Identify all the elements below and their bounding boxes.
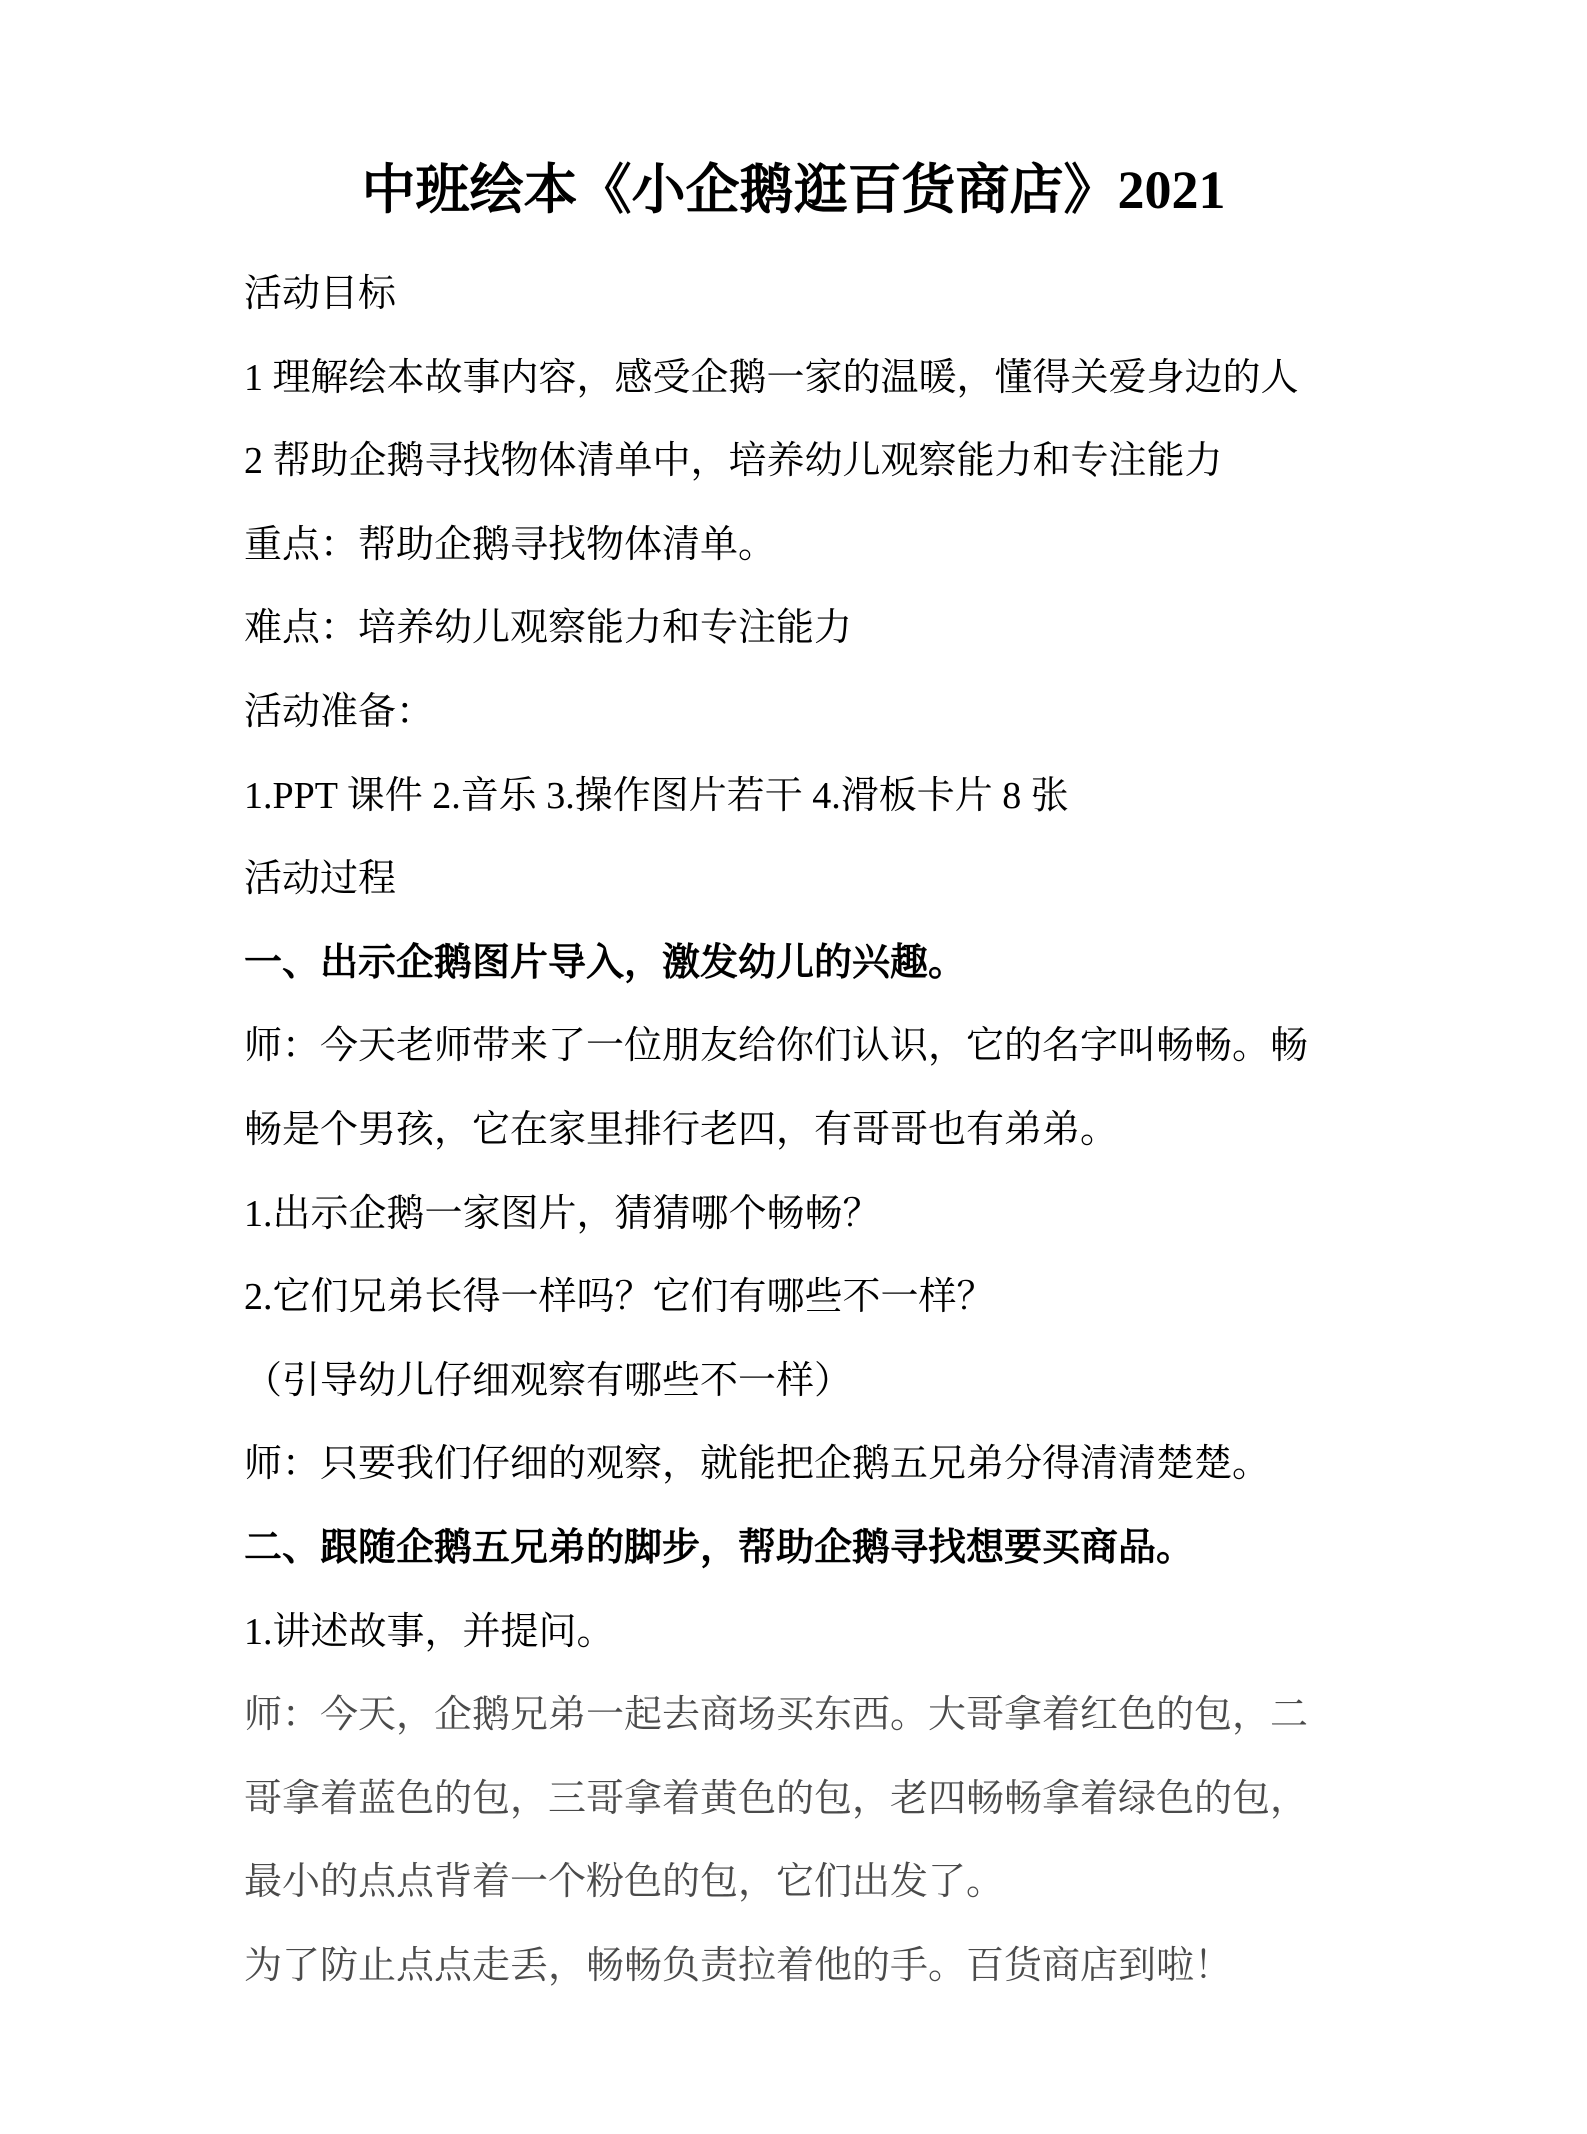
section-heading-goals: 活动目标 [244,273,397,315]
key-point: 重点：帮助企鹅寻找物体清单。 [244,523,777,566]
question-item-1: 1.出示企鹅一家图片，猜猜哪个畅畅？ [244,1192,881,1235]
story-line: 最小的点点背着一个粉色的包，它们出发了。 [244,1861,1005,1904]
document-title: 中班绘本《小企鹅逛百货商店》2021 [361,160,1226,220]
guidance-note: （引导幼儿仔细观察有哪些不一样） [244,1359,853,1402]
sub-step-1: 1.讲述故事，并提问。 [244,1610,615,1653]
paragraph-line: 师：只要我们仔细的观察，就能把企鹅五兄弟分得清清楚楚。 [244,1443,1271,1486]
difficult-point: 难点：培养幼儿观察能力和专注能力 [244,607,853,650]
section-heading-preparation: 活动准备： [244,690,435,733]
step-heading-1: 一、出示企鹅图片导入，激发幼儿的兴趣。 [244,941,967,984]
story-line: 为了防止点点走丢，畅畅负责拉着他的手。百货商店到啦！ [244,1944,1233,1987]
story-line: 师：今天，企鹅兄弟一起去商场买东西。大哥拿着红色的包，二 [244,1694,1309,1737]
paragraph-line: 畅是个男孩，它在家里排行老四，有哥哥也有弟弟。 [244,1108,1119,1151]
step-heading-2: 二、跟随企鹅五兄弟的脚步，帮助企鹅寻找想要买商品。 [244,1526,1195,1569]
preparation-list: 1.PPT 课件 2.音乐 3.操作图片若干 4.滑板卡片 8 张 [244,774,1069,817]
story-line: 哥拿着蓝色的包，三哥拿着黄色的包，老四畅畅拿着绿色的包， [244,1777,1309,1820]
goal-item-2: 2 帮助企鹅寻找物体清单中，培养幼儿观察能力和专注能力 [244,440,1223,483]
question-item-2: 2.它们兄弟长得一样吗？它们有哪些不一样？ [244,1276,995,1319]
document-body [244,253,1354,2008]
paragraph-line: 师：今天老师带来了一位朋友给你们认识，它的名字叫畅畅。畅 [244,1025,1309,1068]
section-heading-process: 活动过程 [244,858,397,901]
goal-item-1: 1 理解绘本故事内容，感受企鹅一家的温暖，懂得关爱身边的人 [244,356,1299,399]
